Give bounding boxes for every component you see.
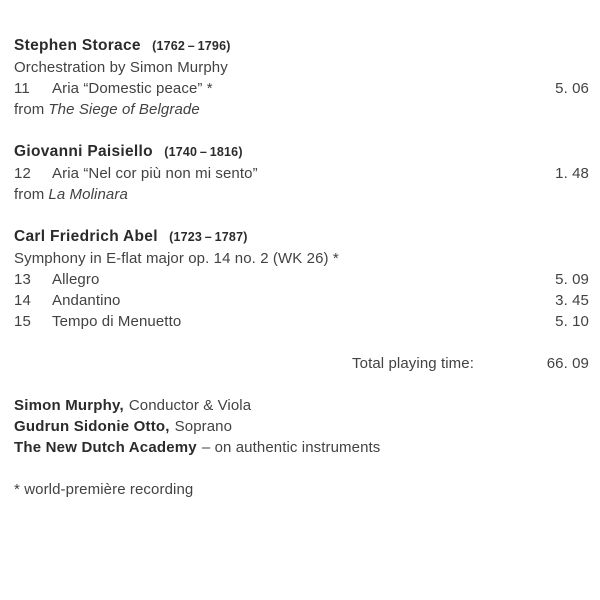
composer-line xyxy=(14,226,589,248)
track-row xyxy=(14,78,589,99)
source-work-title: The Siege of Belgrade xyxy=(48,101,200,118)
credit-name: The New Dutch Academy xyxy=(14,439,197,456)
credit-name: Gudrun Sidonie Otto, xyxy=(14,418,170,435)
total-playing-time-value: 66. 09 xyxy=(546,355,589,372)
credit-role: – on authentic instruments xyxy=(201,439,381,456)
section-abel xyxy=(14,226,589,332)
track-duration: 5. 09 xyxy=(555,271,589,288)
track-title: Tempo di Menuetto xyxy=(52,313,182,330)
section-storace xyxy=(14,35,589,120)
total-playing-time-label: Total playing time: xyxy=(352,355,474,372)
credit-role: Conductor & Viola xyxy=(128,397,252,414)
track-duration: 3. 45 xyxy=(555,292,589,309)
credit-name: Simon Murphy, xyxy=(14,397,124,414)
work-title-line: Symphony in E-flat major op. 14 no. 2 (WK 26) * xyxy=(14,250,339,267)
track-row xyxy=(14,290,589,311)
source-prefix: from xyxy=(14,186,45,203)
credit-line xyxy=(14,437,589,458)
track-title: Aria “Nel cor più non mi sento” xyxy=(52,165,258,182)
source-work-line xyxy=(14,99,589,120)
composer-dates: (1762 – 1796) xyxy=(152,39,231,53)
composer-line xyxy=(14,141,589,163)
composer-name: Giovanni Paisiello xyxy=(14,143,153,160)
source-work-line xyxy=(14,184,589,205)
track-duration: 5. 06 xyxy=(555,80,589,97)
track-number: 13 xyxy=(14,271,31,288)
track-number: 15 xyxy=(14,313,31,330)
credit-line xyxy=(14,416,589,437)
credit-role: Soprano xyxy=(174,418,233,435)
track-title: Andantino xyxy=(52,292,121,309)
source-work-title: La Molinara xyxy=(48,186,128,203)
composer-line xyxy=(14,35,589,57)
track-number: 14 xyxy=(14,292,31,309)
section-paisiello xyxy=(14,141,589,205)
composer-dates: (1740 – 1816) xyxy=(164,145,243,159)
track-duration: 1. 48 xyxy=(555,165,589,182)
arrangement-note: Orchestration by Simon Murphy xyxy=(14,59,228,76)
composer-dates: (1723 – 1787) xyxy=(169,230,248,244)
track-number: 12 xyxy=(14,165,31,182)
track-title: Allegro xyxy=(52,271,100,288)
track-number: 11 xyxy=(14,80,30,97)
credits xyxy=(14,395,589,458)
composer-name: Carl Friedrich Abel xyxy=(14,228,158,245)
credit-line xyxy=(14,395,589,416)
track-row xyxy=(14,269,589,290)
track-row xyxy=(14,163,589,184)
track-title: Aria “Domestic peace” * xyxy=(52,80,213,97)
footnote: * world-première recording xyxy=(14,481,194,498)
track-duration: 5. 10 xyxy=(555,313,589,330)
total-playing-time-row xyxy=(14,353,589,374)
track-row xyxy=(14,311,589,332)
composer-name: Stephen Storace xyxy=(14,37,141,54)
source-prefix: from xyxy=(14,101,45,118)
